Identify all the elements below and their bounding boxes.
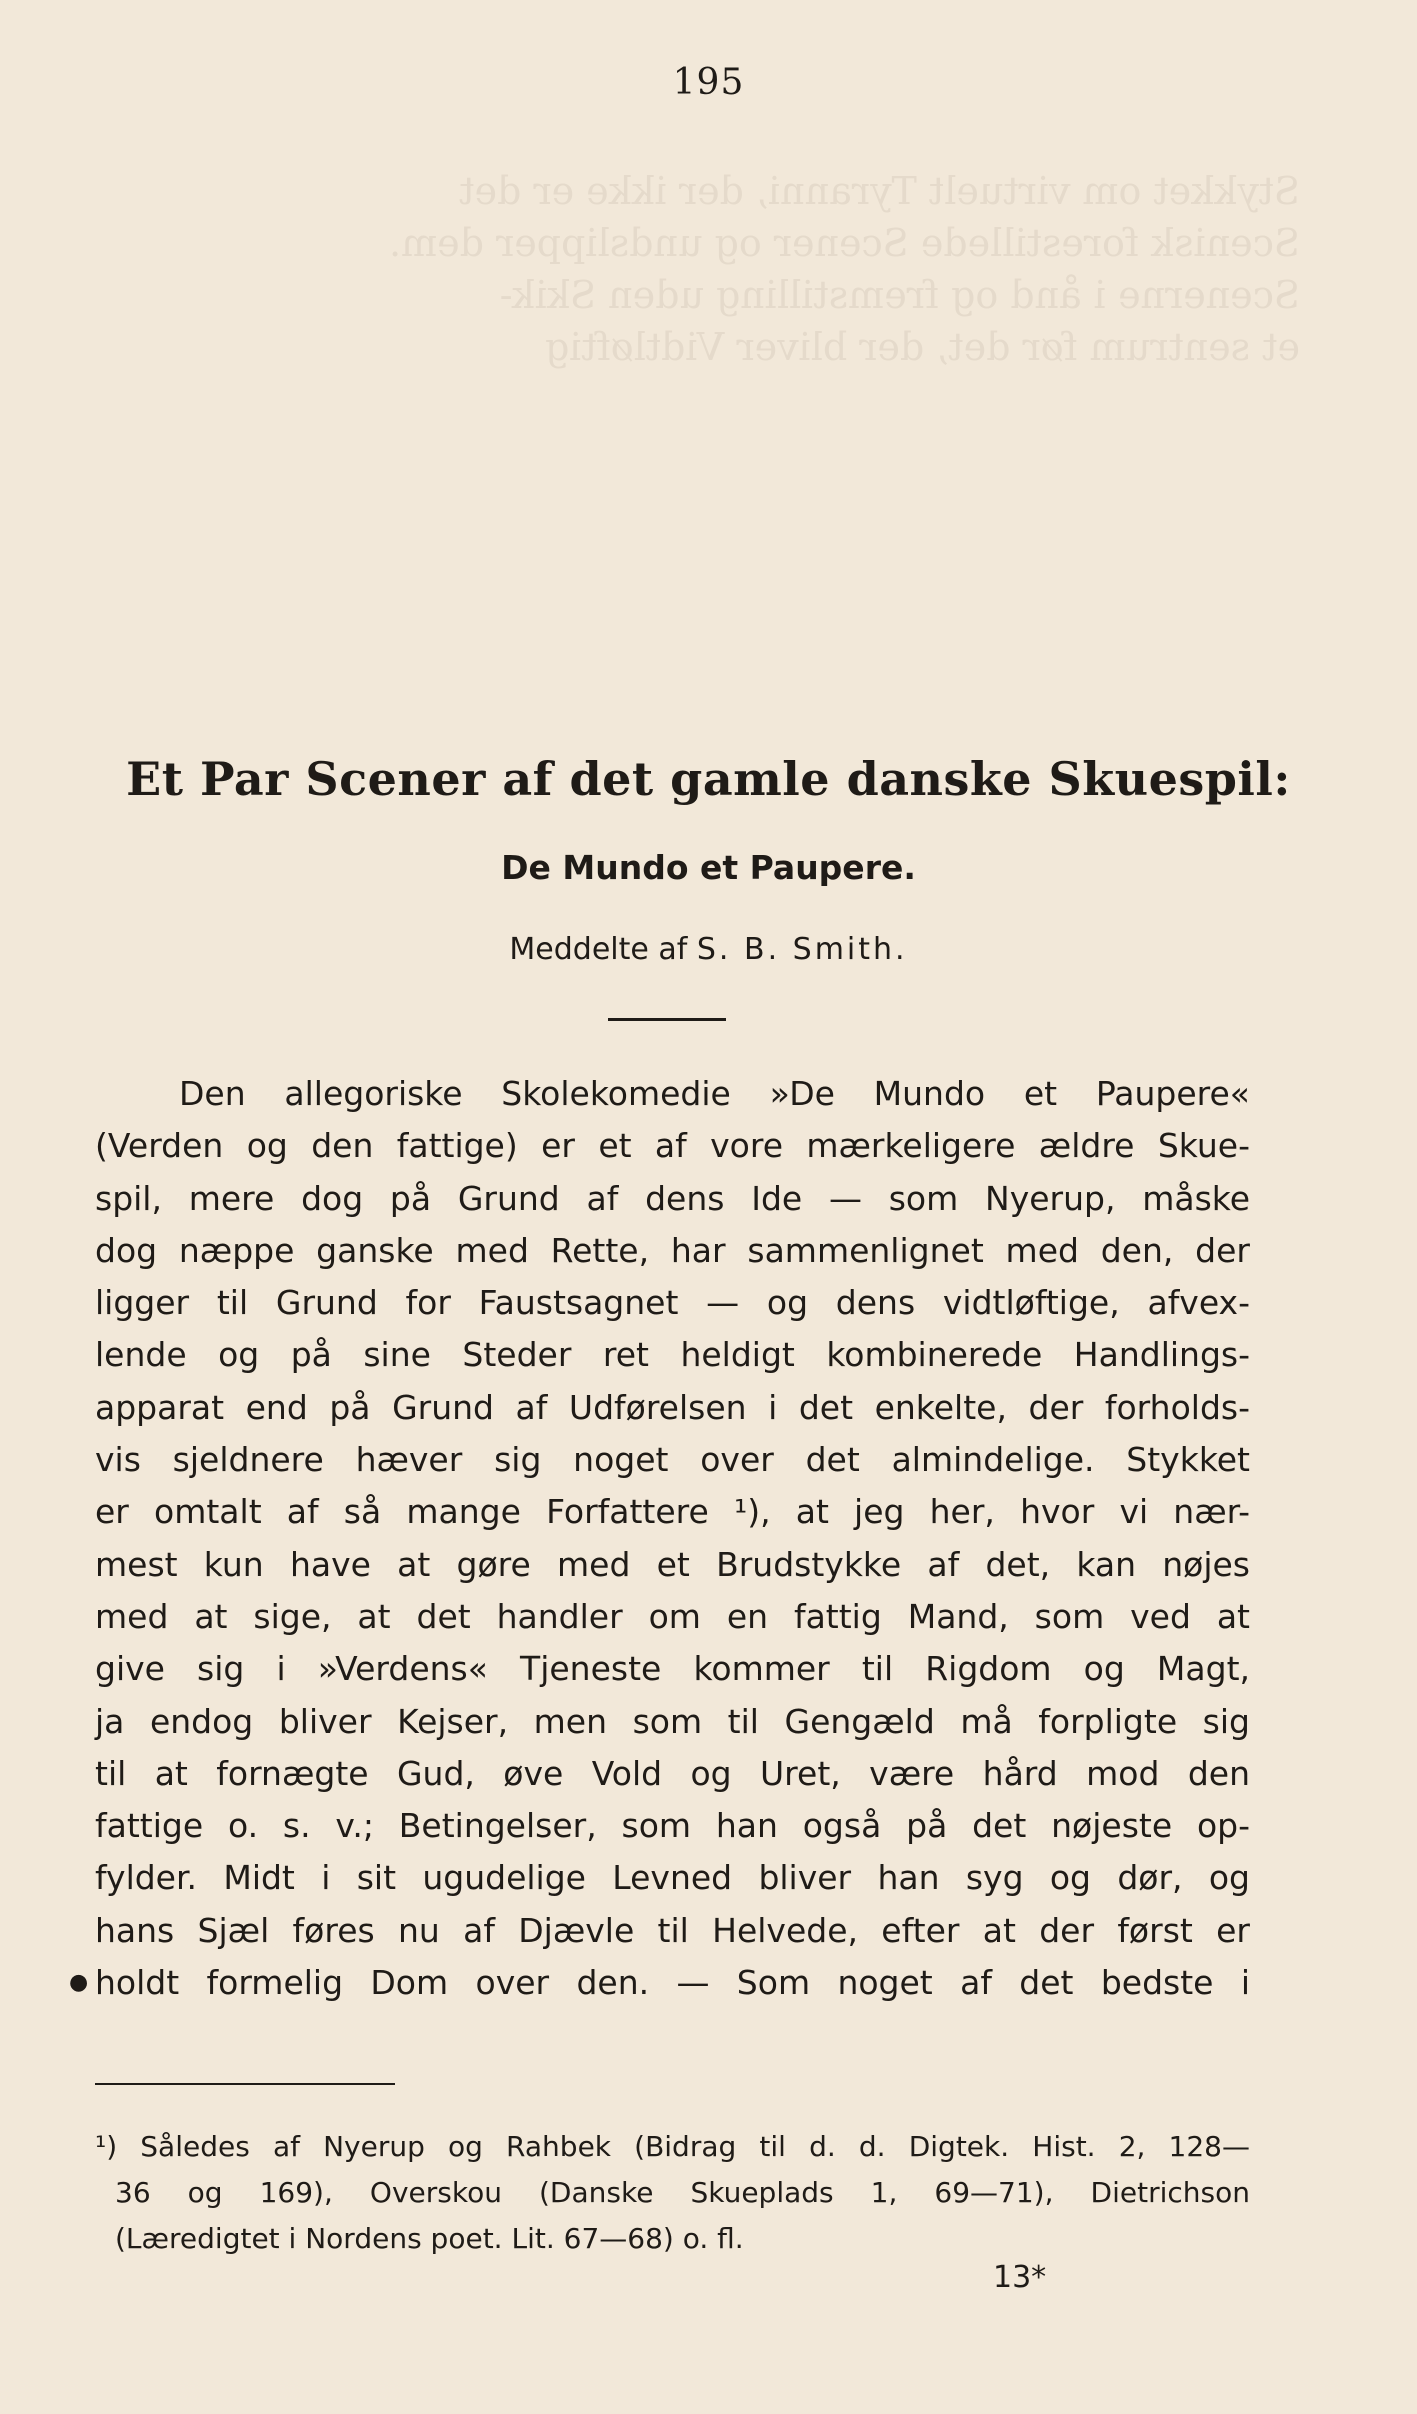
- page-title: Et Par Scener af det gamle danske Skuespil:: [126, 752, 1291, 806]
- footnote-line: ¹) Således af Nyerup og Rahbek (Bidrag til d. d. Digtek. Hist. 2, 128—: [95, 2130, 1250, 2163]
- footnote: [95, 2124, 1250, 2262]
- byline: [0, 932, 1417, 967]
- signature-mark: 13*: [993, 2260, 1047, 2295]
- footnote-line: 36 og 169), Overskou (Danske Skueplads 1, 69—71), Dietrichson: [115, 2176, 1250, 2209]
- body-line: til at fornægte Gud, øve Vold og Uret, være hård mod den: [95, 1753, 1250, 1793]
- body-line: (Verden og den fattige) er et af vore mærkeligere ældre Skue-: [95, 1126, 1250, 1166]
- body-line: Den allegoriske Skolekomedie »De Mundo et Paupere«: [179, 1074, 1250, 1113]
- body-paragraph: [69, 1068, 1250, 2009]
- body-line: ja endog bliver Kejser, men som til Gengæld må forpligte sig: [95, 1701, 1250, 1741]
- body-line: ligger til Grund for Faustsagnet — og dens vidtløftige, afvex-: [95, 1283, 1250, 1323]
- show-through-bleed: Stykket om virtuelt Tyranni, der ikke er det Scenisk forestillede Scener og undslipper dem. Scenerne i ånd og fremstilling uden Skik- et sentrum før det, der bliver Vidtløftig: [389, 169, 1300, 369]
- body-line-text: holdt formelig Dom over den. — Som noget af det bedste i: [95, 1963, 1250, 2003]
- body-line: spil, mere dog på Grund af dens Ide — som Nyerup, måske: [95, 1178, 1250, 1218]
- page-number: 195: [672, 62, 745, 103]
- footnote-line: (Læredigtet i Nordens poet. Lit. 67—68) o. fl.: [115, 2222, 744, 2255]
- body-line: hans Sjæl føres nu af Djævle til Helvede, efter at der først er: [95, 1910, 1250, 1950]
- title-divider: [608, 1018, 726, 1021]
- body-line: apparat end på Grund af Udførelsen i det enkelte, der forholds-: [95, 1387, 1250, 1427]
- body-line: dog næppe ganske med Rette, har sammenlignet med den, der: [95, 1230, 1250, 1270]
- body-line: er omtalt af så mange Forfattere ¹), at jeg her, hvor vi nær-: [95, 1492, 1250, 1532]
- subtitle: De Mundo et Paupere.: [501, 848, 916, 887]
- body-line: med at sige, at det handler om en fattig Mand, som ved at: [95, 1596, 1250, 1636]
- body-line: lende og på sine Steder ret heldigt kombinerede Handlings-: [95, 1335, 1250, 1375]
- body-line: give sig i »Verdens« Tjeneste kommer til Rigdom og Magt,: [95, 1649, 1250, 1689]
- body-line: [69, 1957, 1250, 2009]
- byline-author: S. B. Smith.: [696, 932, 908, 967]
- footnote-divider: [95, 2083, 395, 2085]
- body-line: fattige o. s. v.; Betingelser, som han også på det nøjeste op-: [95, 1806, 1250, 1846]
- body-line: fylder. Midt i sit ugudelige Levned bliver han syg og dør, og: [95, 1858, 1250, 1898]
- body-line: mest kun have at gøre med et Brudstykke af det, kan nøjes: [95, 1544, 1250, 1584]
- body-line: vis sjeldnere hæver sig noget over det almindelige. Stykket: [95, 1440, 1250, 1480]
- bullet-dot-icon: ●: [69, 1970, 89, 1996]
- byline-prefix: Meddelte af: [509, 932, 688, 967]
